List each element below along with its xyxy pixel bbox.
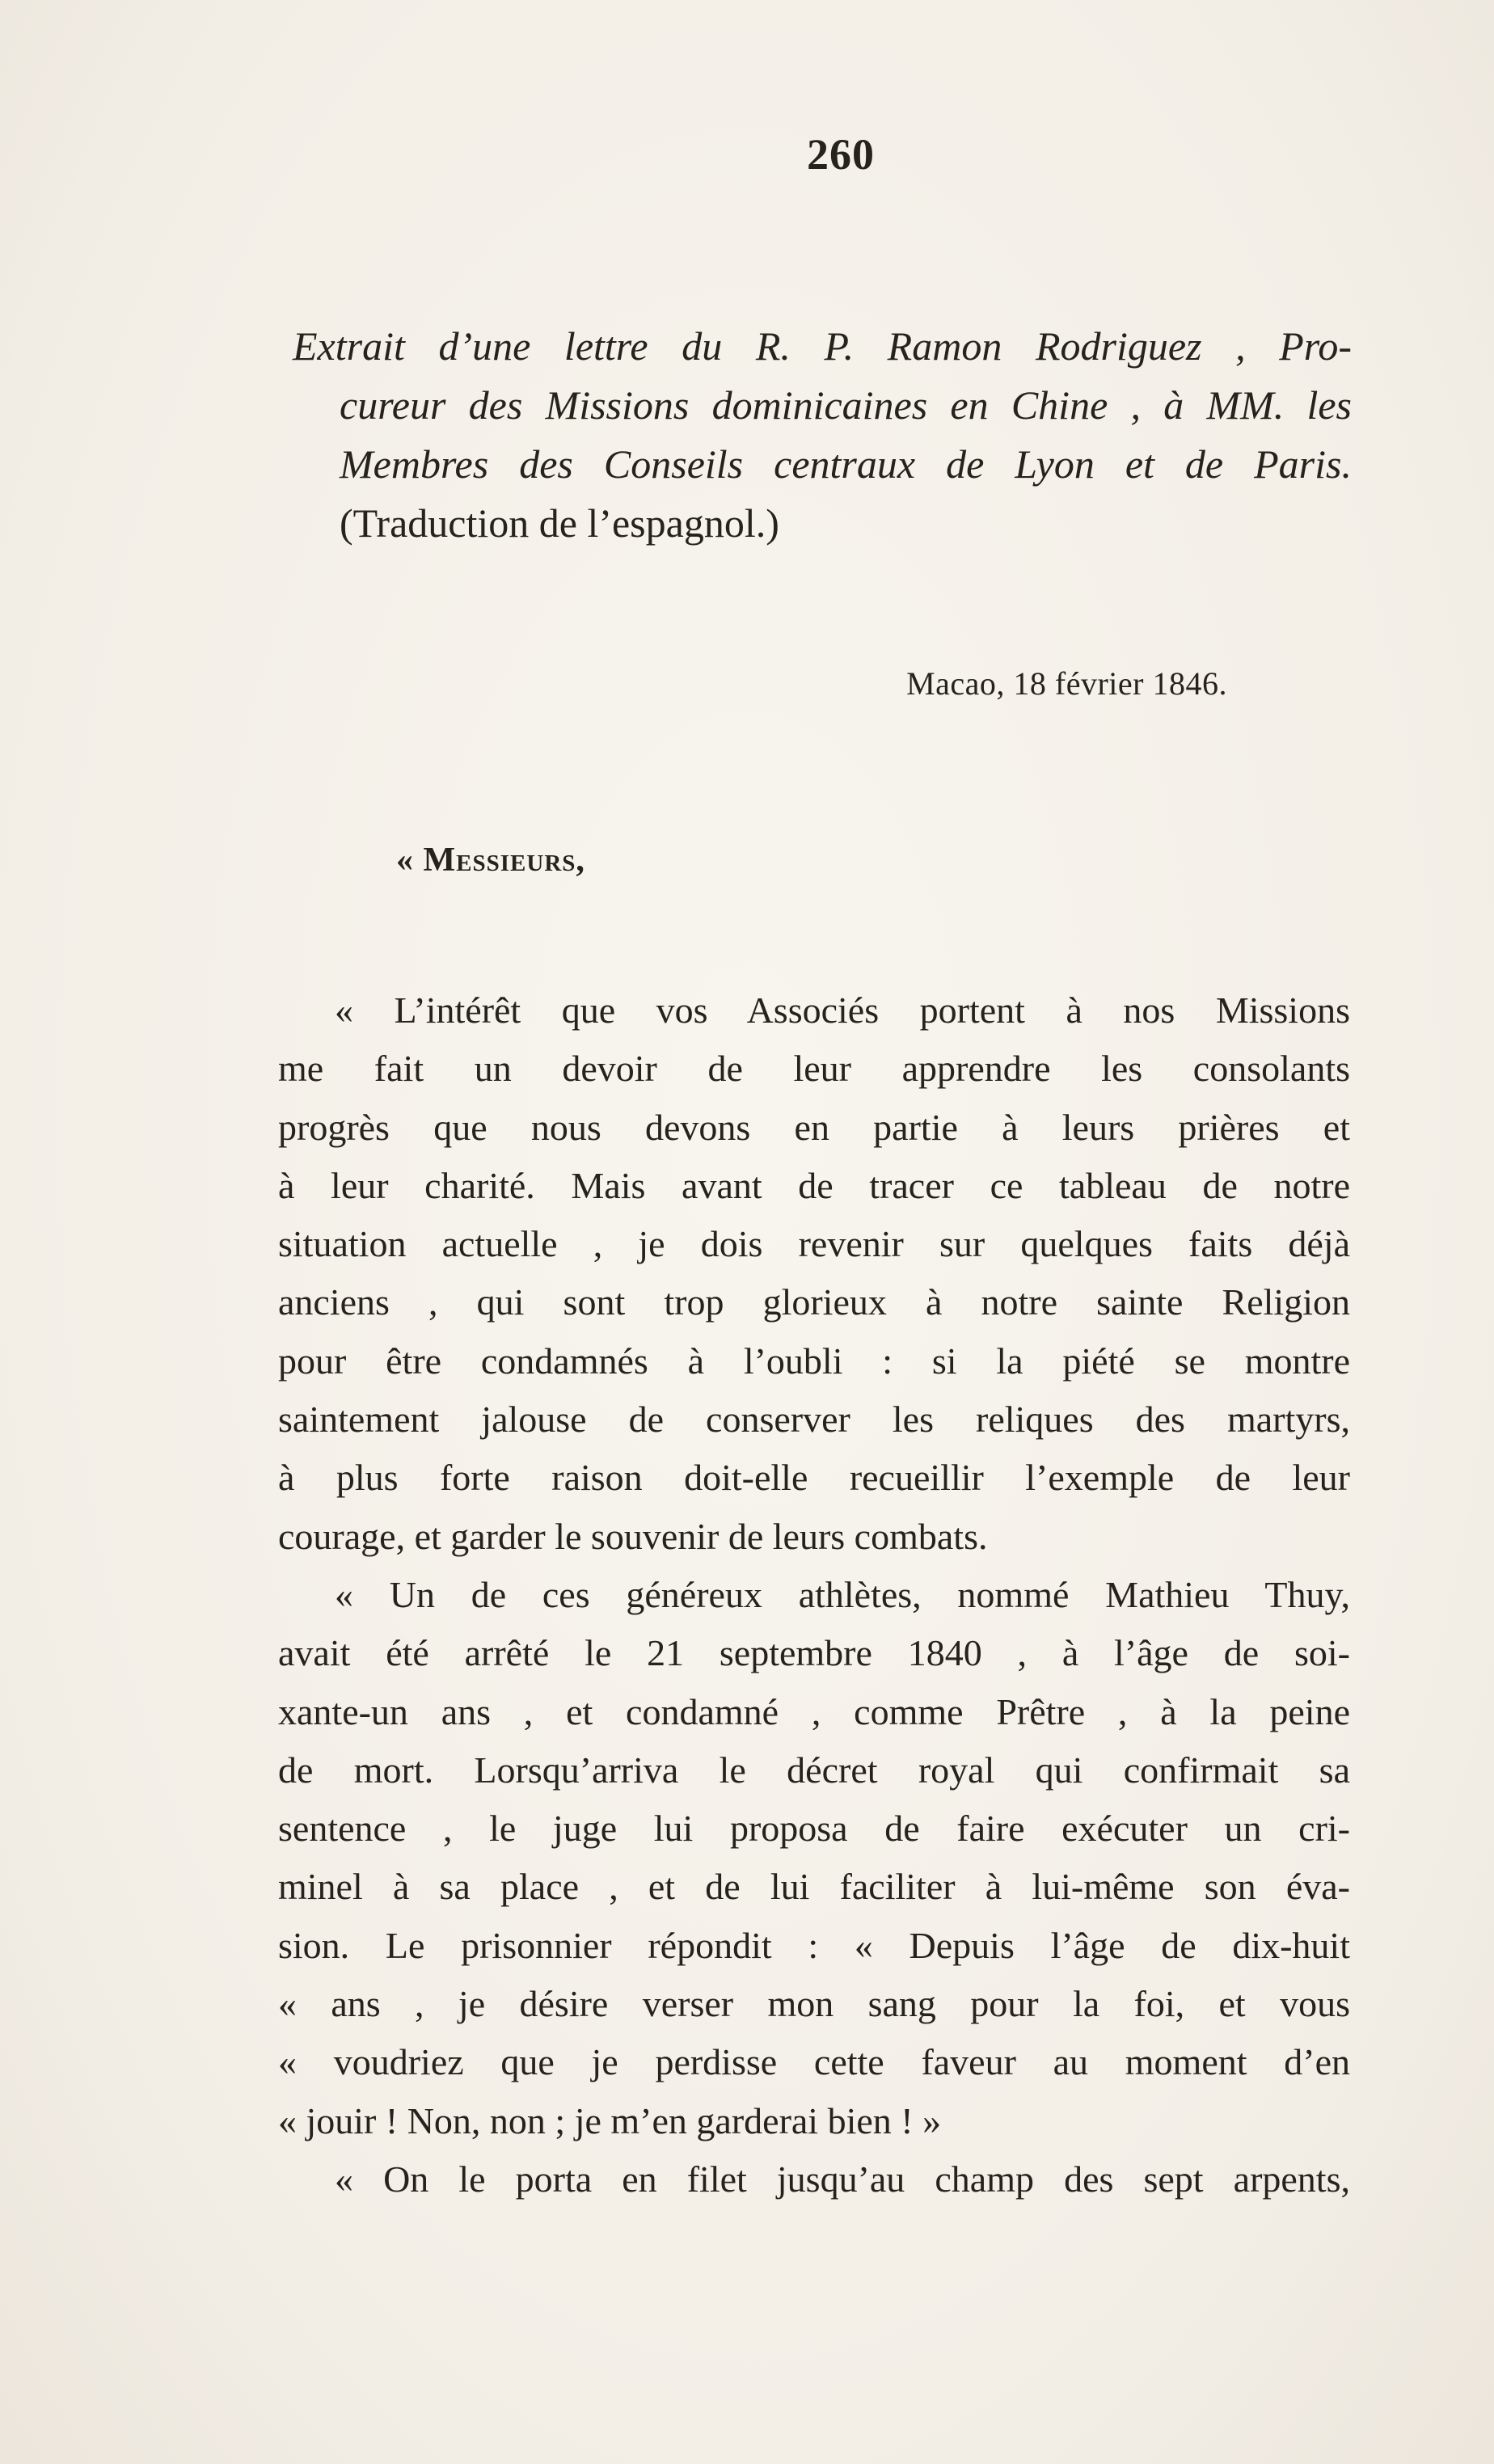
body-line: à plus forte raison doit-elle recueillir l’exemple de leur xyxy=(278,1457,1350,1499)
body-line: me fait un devoir de leur apprendre les consolants xyxy=(278,1048,1350,1090)
body-line: « L’intérêt que vos Associés portent à nos Missions xyxy=(335,989,1350,1031)
body-line: saintement jalouse de conserver les reliques des martyrs, xyxy=(278,1399,1350,1441)
body-line: sentence , le juge lui proposa de faire exécuter un cri- xyxy=(278,1808,1350,1850)
body-line: « ans , je désire verser mon sang pour la foi, et vous xyxy=(278,1983,1350,2025)
body-line: « On le porta en filet jusqu’au champ des sept arpents, xyxy=(335,2158,1350,2200)
heading-line: Membres des Conseils centraux de Lyon et de Paris. xyxy=(340,441,1352,487)
body-line: pour être condamnés à l’oubli : si la piété se montre xyxy=(278,1340,1350,1382)
body-line: xante-un ans , et condamné , comme Prêtre , à la peine xyxy=(278,1690,1350,1732)
body-line: anciens , qui sont trop glorieux à notre sainte Religion xyxy=(278,1281,1350,1323)
body-line: « jouir ! Non, non ; je m’en garderai bien ! » xyxy=(278,2099,942,2141)
body-line: à leur charité. Mais avant de tracer ce tableau de notre xyxy=(278,1164,1350,1206)
heading-line: cureur des Missions dominicaines en Chine , à MM. les xyxy=(340,382,1352,428)
body-line: situation actuelle , je dois revenir sur quelques faits déjà xyxy=(278,1223,1350,1265)
body-line: minel à sa place , et de lui faciliter à lui-même son éva- xyxy=(278,1866,1350,1908)
heading-line: (Traduction de l’espagnol.) xyxy=(340,500,779,546)
body-line: « voudriez que je perdisse cette faveur au moment d’en xyxy=(278,2041,1350,2083)
body-line: progrès que nous devons en partie à leurs prières et xyxy=(278,1106,1350,1148)
body-line: courage, et garder le souvenir de leurs combats. xyxy=(278,1515,988,1557)
page-number: 260 xyxy=(807,130,875,179)
salutation: « Messieurs, xyxy=(396,842,585,879)
letter-heading xyxy=(293,317,1352,553)
body-text xyxy=(278,981,1350,2209)
body-line: de mort. Lorsqu’arriva le décret royal qui confirmait sa xyxy=(278,1749,1350,1791)
body-line: avait été arrêté le 21 septembre 1840 , à l’âge de soi- xyxy=(278,1632,1350,1674)
dateline: Macao, 18 février 1846. xyxy=(906,665,1227,702)
body-line: « Un de ces généreux athlètes, nommé Mathieu Thuy, xyxy=(335,1573,1350,1615)
heading-line: Extrait d’une lettre du R. P. Ramon Rodriguez , Pro- xyxy=(293,323,1352,369)
body-line: sion. Le prisonnier répondit : « Depuis l’âge de dix-huit xyxy=(278,1924,1350,1966)
